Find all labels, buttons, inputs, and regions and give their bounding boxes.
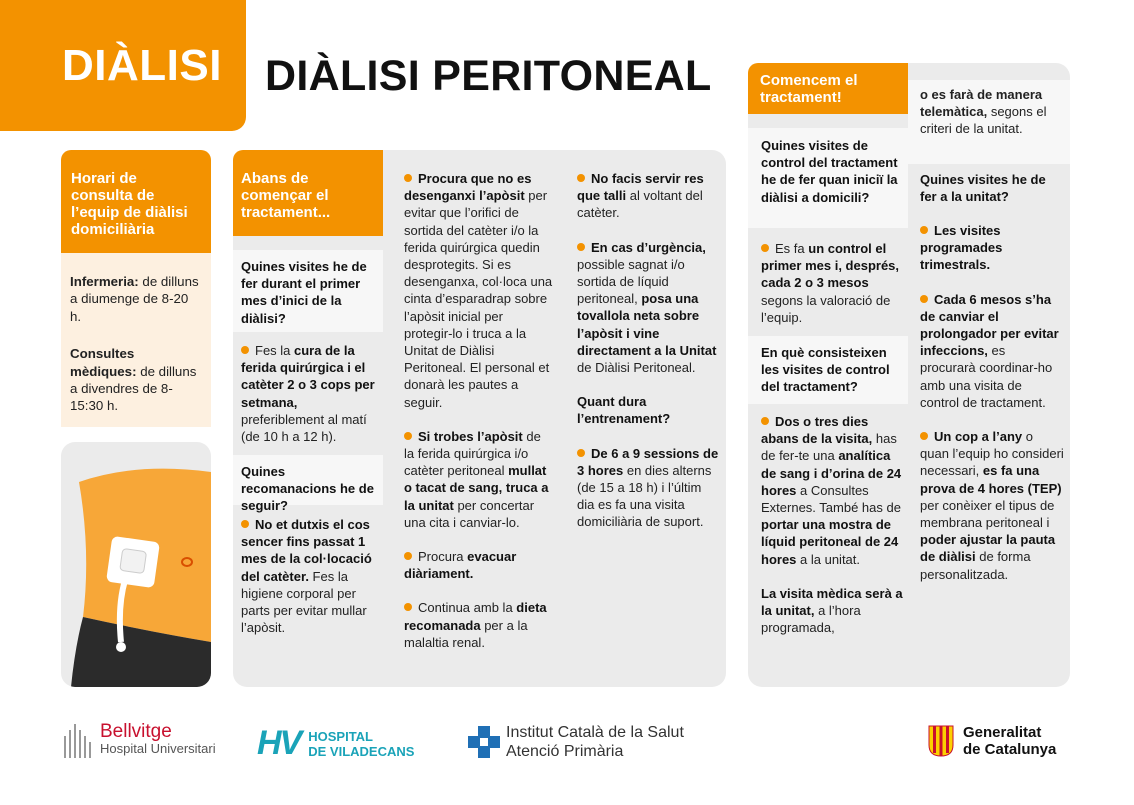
bullet-icon bbox=[920, 226, 928, 234]
item-sessions: De 6 a 9 sessions de 3 hores en dies alterns (de 15 a 18 h) i l’últim dia es fa una visita domiciliària de suport. bbox=[577, 445, 719, 530]
bullet-icon bbox=[761, 244, 769, 252]
column-5-continuation: o es farà de manera telemàtica, segons el criteri de la unitat. bbox=[908, 80, 1070, 164]
hv-icon: HV bbox=[257, 724, 301, 762]
nursing-hours: Infermeria: de dilluns a diumenge de 8-20 h. bbox=[70, 274, 199, 324]
question-unit-visits: Quines visites he de fer a la unitat? bbox=[920, 172, 1046, 205]
column-2 bbox=[404, 170, 554, 668]
answer-recommendations: No et dutxis el cos sencer fins passat 1 mes de la col·locació del catèter. Fes la higiene corporal per parts per evitar mullar l’apòsit. bbox=[241, 517, 372, 636]
item-dressing: Procura que no es desenganxi l’apòsit per evitar que l’orifici de sortida del catèter i/o la ferida quirúrgica quedin desprotegits. Si es desenganxa, col·loca una cinta d’esparadrap sobre l’apòsit inicial per protegir-lo i truca a la Unitat de Diàlisi Peritoneal. El personal et donarà les pautes a seguir. bbox=[404, 171, 553, 410]
senyera-icon bbox=[928, 725, 954, 757]
column-1 bbox=[241, 342, 383, 462]
bullet-icon bbox=[241, 520, 249, 528]
item-no-cut: No facis servir res que talli al voltant del catèter. bbox=[577, 171, 704, 221]
question-first-month: Quines visites he de fer durant el primer mes d’inici de la diàlisi? bbox=[233, 250, 383, 332]
answer-control-content: Dos o tres dies abans de la visita, has de fer-te una analítica de sang i d’orina de 24 hores a Consultes Externes. També has de portar una mostra de líquid peritoneal de 24 hores a la unitat. bbox=[761, 414, 902, 567]
bellvitge-subtitle: Hospital Universitari bbox=[100, 741, 216, 756]
column-1-b bbox=[241, 516, 385, 653]
schedule-body bbox=[61, 253, 211, 427]
catheter-illustration bbox=[61, 442, 211, 687]
gencat-line-1: Generalitat bbox=[963, 724, 1042, 741]
column-5 bbox=[920, 222, 1064, 600]
bullet-icon bbox=[404, 432, 412, 440]
column-3 bbox=[577, 170, 719, 548]
bullet-icon bbox=[241, 346, 249, 354]
answer-medical-visit: La visita mèdica serà a la unitat, a l’hora programada, bbox=[761, 585, 903, 636]
column-4-b bbox=[761, 413, 903, 653]
bullet-icon bbox=[577, 449, 585, 457]
answer-control-visits: Es fa un control el primer mes i, després, cada 2 o 3 mesos segons la valoració de l’equip. bbox=[761, 241, 900, 325]
before-title-text: Abans de començar el tractament... bbox=[241, 170, 331, 221]
ics-logo bbox=[468, 723, 684, 761]
bullet-icon bbox=[404, 603, 412, 611]
ics-line-1: Institut Català de la Salut bbox=[506, 724, 684, 741]
bellvitge-logo bbox=[62, 722, 216, 758]
bellvitge-icon bbox=[62, 722, 96, 758]
item-emergency: En cas d’urgència, possible sagnat i/o sortida de líquid peritoneal, posa una tovallola neta sobre l’apòsit i vine directament a la Unitat de Diàlisi Peritoneal. bbox=[577, 239, 717, 376]
answer-first-month: Fes la cura de la ferida quirúrgica i el catèter 2 o 3 cops per setmana, preferiblement al matí (de 10 h a 12 h). bbox=[241, 343, 375, 445]
ics-cross-icon bbox=[468, 726, 500, 758]
section-tag bbox=[0, 0, 246, 131]
ics-line-2: Atenció Primària bbox=[506, 743, 624, 760]
bullet-icon bbox=[577, 243, 585, 251]
treatment-title bbox=[748, 63, 908, 114]
gencat-logo bbox=[928, 724, 1056, 758]
bullet-icon bbox=[404, 174, 412, 182]
bullet-icon bbox=[577, 174, 585, 182]
bullet-icon bbox=[920, 295, 928, 303]
question-control-visits: Quines visites de control del tractament he de fer quan iniciï la diàlisi a domicili? bbox=[748, 128, 908, 228]
item-tep: Un cop a l’any o quan l’equip ho consideri necessari, es fa una prova de 4 hores (TEP) per conèixer el tipus de membrana peritoneal i poder ajustar la pauta de diàlisi de forma personalitzada. bbox=[920, 429, 1064, 582]
item-diet: Continua amb la dieta recomanada per a la malaltia renal. bbox=[404, 600, 547, 650]
medical-hours: Consultes mèdiques: de dilluns a divendres de 8-15:30 h. bbox=[70, 346, 197, 414]
schedule-title-text: Horari de consulta de l’equip de diàlisi domiciliària bbox=[71, 170, 188, 238]
page-title: DIÀLISI PERITONEAL bbox=[265, 52, 712, 100]
viladecans-line-2: DE VILADECANS bbox=[308, 743, 415, 759]
question-training: Quant dura l’entrenament? bbox=[577, 394, 671, 427]
bullet-icon bbox=[920, 432, 928, 440]
before-title bbox=[233, 150, 383, 236]
viladecans-logo bbox=[257, 724, 414, 763]
treatment-title-text: Comencem el tractament! bbox=[760, 72, 858, 106]
item-extension: Cada 6 mesos s’ha de canviar el prolongador per evitar infeccions, es procurarà coordinar-ho amb una visita de control de tractament. bbox=[920, 291, 1059, 410]
item-evacuate: Procura evacuar diàriament. bbox=[404, 549, 517, 582]
question-control-content: En què consisteixen les visites de control del tractament? bbox=[748, 336, 908, 404]
section-tag-label: DIÀLISI bbox=[62, 40, 222, 90]
item-wet-dressing: Si trobes l’apòsit de la ferida quirúrgica i/o catèter peritoneal mullat o tacat de sang, truca a la unitat per concertar una cita i canviar-lo. bbox=[404, 428, 549, 530]
bullet-icon bbox=[404, 552, 412, 560]
gencat-line-2: de Catalunya bbox=[963, 741, 1057, 758]
column-4 bbox=[761, 240, 903, 343]
bellvitge-name: Bellvitge bbox=[100, 721, 172, 742]
question-recommendations: Quines recomanacions he de seguir? bbox=[233, 455, 383, 505]
viladecans-line-1: HOSPITAL bbox=[308, 728, 373, 744]
schedule-title bbox=[61, 150, 211, 253]
torso-illustration bbox=[61, 442, 211, 687]
bullet-icon bbox=[761, 417, 769, 425]
item-quarterly: Les visites programades trimestrals. bbox=[920, 223, 1003, 273]
